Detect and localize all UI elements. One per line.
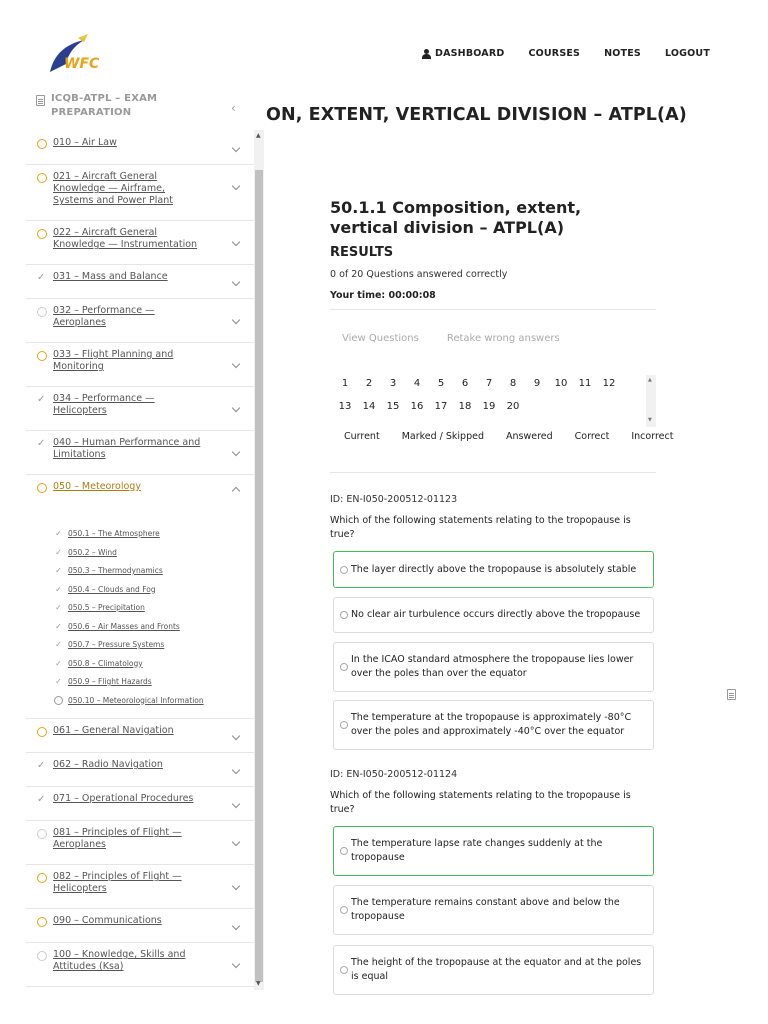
chevron-down-icon[interactable]: [232, 801, 240, 809]
sidebar-lesson-label[interactable]: 040 – Human Performance and Limitations: [53, 437, 201, 461]
sidebar-lesson-label[interactable]: 010 – Air Law: [53, 137, 117, 148]
sidebar-topic-label[interactable]: 050.8 – Climatology: [68, 658, 143, 668]
check-icon: ✓: [37, 272, 46, 283]
score-text: 0 of 20 Questions answered correctly: [330, 269, 508, 280]
chevron-down-icon[interactable]: [232, 183, 240, 191]
time-text: Your time: 00:00:08: [330, 290, 436, 301]
legend-marked-skipped: Marked / Skipped: [401, 431, 484, 442]
in-progress-circle-icon: [37, 173, 47, 183]
sidebar-topic[interactable]: [54, 585, 156, 594]
sidebar-topic-label[interactable]: 050.5 – Precipitation: [68, 603, 145, 612]
sidebar-lesson[interactable]: [26, 719, 254, 753]
radio-icon: [340, 663, 348, 671]
sidebar-lesson-label[interactable]: 050 – Meteorology: [53, 481, 141, 492]
sidebar-lesson[interactable]: [26, 475, 254, 719]
question-number-button[interactable]: 14: [362, 401, 376, 412]
sidebar-topic[interactable]: [54, 529, 160, 538]
sidebar-lesson[interactable]: [26, 787, 254, 821]
chevron-down-icon[interactable]: [232, 317, 240, 325]
question-number-button[interactable]: 6: [461, 378, 469, 389]
sidebar-topic[interactable]: [54, 603, 145, 612]
radio-icon: [340, 566, 348, 574]
scroll-down-icon[interactable]: ▼: [648, 417, 652, 423]
answer-option[interactable]: [333, 826, 654, 876]
legend-incorrect: Incorrect: [631, 431, 674, 442]
check-icon: ✓: [37, 394, 46, 405]
question-number-button[interactable]: 8: [509, 378, 517, 389]
chevron-down-icon[interactable]: [232, 961, 240, 969]
question-text: Which of the following statements relating to the tropopause is true?: [330, 515, 631, 540]
sidebar-lesson[interactable]: [26, 821, 254, 865]
question-number-button[interactable]: 2: [365, 378, 373, 389]
answer-option[interactable]: [333, 945, 654, 995]
sidebar-topic[interactable]: [54, 677, 152, 686]
in-progress-circle-icon: [37, 917, 47, 927]
chevron-down-icon[interactable]: [232, 923, 240, 931]
sidebar-scrollbar[interactable]: [254, 130, 264, 990]
sidebar-lesson[interactable]: [26, 431, 254, 475]
chevron-down-icon[interactable]: [232, 405, 240, 413]
sidebar-lesson-label[interactable]: 022 – Aircraft General Knowledge — Instrumentation: [53, 227, 198, 251]
sidebar-lesson[interactable]: [26, 343, 254, 387]
sidebar-lesson[interactable]: [26, 865, 254, 909]
radio-icon: [340, 721, 348, 729]
question-number-button[interactable]: 17: [434, 401, 448, 412]
sidebar-topic-label[interactable]: 050.1 – The Atmosphere: [68, 529, 160, 538]
chevron-down-icon[interactable]: [232, 839, 240, 847]
radio-icon: [340, 847, 348, 855]
nav-courses[interactable]: COURSES: [528, 48, 581, 59]
answer-text: The layer directly above the tropopause is absolutely stable: [351, 563, 637, 575]
not-started-circle-icon: [37, 951, 47, 961]
answer-text: The temperature remains constant above and below the tropopause: [351, 897, 620, 922]
check-icon: ✓: [55, 603, 62, 612]
answer-text: The temperature at the tropopause is approximately -80°C over the poles and approximately -40°C over the equator: [351, 712, 632, 737]
document-icon: [36, 95, 45, 106]
question-number-button[interactable]: 18: [458, 401, 472, 412]
sidebar-topic[interactable]: [54, 659, 143, 668]
sidebar-lesson[interactable]: [26, 387, 254, 431]
nav-logout[interactable]: LOGOUT: [664, 48, 710, 59]
answer-option[interactable]: [333, 700, 654, 750]
not-started-circle-icon: [37, 307, 47, 317]
sidebar-topic[interactable]: [54, 640, 164, 649]
sidebar-lesson[interactable]: [26, 165, 254, 221]
question-number-button[interactable]: 11: [578, 378, 592, 389]
answer-option[interactable]: [333, 551, 654, 588]
chevron-down-icon[interactable]: [232, 239, 240, 247]
in-progress-circle-icon: [37, 139, 47, 149]
chevron-down-icon[interactable]: [232, 733, 240, 741]
sidebar-lesson-label[interactable]: 021 – Aircraft General Knowledge — Airframe, Systems and Power Plant: [53, 171, 173, 207]
question-number-button[interactable]: 12: [602, 378, 616, 389]
question-number-button[interactable]: 9: [533, 378, 541, 389]
check-icon: ✓: [55, 621, 62, 631]
in-progress-circle-icon: [37, 873, 47, 883]
site-logo[interactable]: [44, 32, 116, 78]
question-number-button[interactable]: 20: [506, 401, 520, 412]
question-number-button[interactable]: 15: [386, 401, 400, 412]
legend-answered: Answered: [506, 431, 553, 442]
check-icon: ✓: [55, 658, 62, 668]
check-icon: ✓: [37, 794, 46, 805]
view-questions-button[interactable]: View Questions: [342, 333, 419, 344]
sidebar-topic-label[interactable]: 050.4 – Clouds and Fog: [68, 584, 156, 594]
results-heading: RESULTS: [330, 245, 394, 260]
sidebar-lesson-label[interactable]: 082 – Principles of Flight — Helicopters: [53, 871, 182, 895]
check-icon: ✓: [55, 547, 62, 557]
user-icon: [422, 49, 431, 59]
check-icon: ✓: [37, 438, 46, 449]
sidebar-topic-label[interactable]: 050.9 – Flight Hazards: [68, 677, 152, 686]
scroll-up-icon[interactable]: ▲: [648, 377, 652, 383]
in-progress-circle-icon: [37, 727, 47, 737]
question-number-button[interactable]: 1: [341, 378, 349, 389]
sidebar-lesson-label[interactable]: 034 – Performance — Helicopters: [53, 393, 155, 417]
question-number-button[interactable]: 7: [485, 378, 493, 389]
question-number-button[interactable]: 13: [338, 401, 352, 412]
result-actions: [342, 333, 560, 344]
collapse-sidebar-icon[interactable]: ‹: [231, 101, 236, 115]
sidebar-lesson-label[interactable]: 071 – Operational Procedures: [53, 793, 194, 804]
check-icon: ✓: [55, 584, 62, 594]
radio-icon: [340, 966, 348, 974]
chevron-down-icon[interactable]: [232, 449, 240, 457]
sidebar-lesson-label[interactable]: 062 – Radio Navigation: [53, 759, 163, 770]
sidebar-lesson-label[interactable]: 031 – Mass and Balance: [53, 271, 168, 282]
question-number-button[interactable]: 3: [389, 378, 397, 389]
chevron-down-icon[interactable]: [232, 145, 240, 153]
sidebar-lesson[interactable]: [26, 221, 254, 265]
chevron-down-icon[interactable]: [232, 883, 240, 891]
nav-dashboard[interactable]: [422, 48, 504, 59]
sidebar-lesson[interactable]: [26, 909, 254, 943]
document-icon: [727, 689, 736, 700]
page-title: ON, EXTENT, VERTICAL DIVISION – ATPL(A): [266, 105, 687, 125]
scroll-up-icon[interactable]: ▲: [256, 132, 261, 139]
check-icon: ✓: [55, 640, 62, 649]
sidebar-lesson-label[interactable]: 100 – Knowledge, Skills and Attitudes (Ksa): [53, 949, 186, 973]
legend-current: Current: [344, 431, 380, 442]
course-title: ICQB-ATPL – EXAM PREPARATION: [51, 93, 158, 118]
answer-text: The temperature lapse rate changes suddenly at the tropopause: [351, 838, 603, 863]
divider: [330, 309, 656, 310]
sidebar-topic[interactable]: [54, 696, 204, 705]
answer-option[interactable]: [333, 642, 654, 692]
radio-icon: [340, 906, 348, 914]
question-legend: [344, 431, 673, 442]
sidebar-topic-label[interactable]: 050.6 – Air Masses and Fronts: [68, 621, 180, 631]
sidebar-topic[interactable]: [54, 548, 117, 557]
sidebar-topic[interactable]: [54, 566, 163, 575]
scroll-down-icon[interactable]: ▼: [256, 980, 261, 987]
in-progress-circle-icon: [37, 483, 47, 493]
logo-text: WFC: [64, 56, 100, 72]
question-navigator-scrollbar[interactable]: [646, 375, 656, 427]
legend-correct: Correct: [574, 431, 610, 442]
answer-text: The height of the tropopause at the equator and at the poles is equal: [351, 957, 642, 982]
nav-dashboard-label: DASHBOARD: [434, 48, 505, 59]
sidebar-lesson-label[interactable]: 033 – Flight Planning and Monitoring: [53, 349, 174, 373]
sidebar-lesson-label[interactable]: 081 – Principles of Flight — Aeroplanes: [53, 827, 182, 851]
sidebar-lesson[interactable]: [26, 265, 254, 299]
answer-option[interactable]: [333, 597, 654, 633]
quiz-title: 50.1.1 Composition, extent, vertical division – ATPL(A): [330, 198, 582, 237]
sidebar-scroll-thumb[interactable]: [255, 170, 263, 982]
sidebar-topic-label[interactable]: 050.10 – Meteorological Information: [68, 695, 204, 705]
in-progress-circle-icon: [37, 351, 47, 361]
question-number-button[interactable]: 19: [482, 401, 496, 412]
sidebar-lesson-label[interactable]: 061 – General Navigation: [53, 725, 174, 736]
check-icon: ✓: [55, 677, 62, 686]
nav-notes[interactable]: NOTES: [604, 48, 641, 59]
top-navigation: [422, 48, 710, 59]
sidebar-lesson-label[interactable]: 032 – Performance — Aeroplanes: [53, 305, 155, 329]
check-icon: ✓: [37, 760, 46, 771]
divider: [330, 472, 656, 473]
check-icon: ✓: [55, 566, 62, 575]
sidebar-topic-label[interactable]: 050.3 – Thermodynamics: [68, 566, 163, 575]
question-id: ID: EN-I050-200512-01124: [330, 769, 458, 780]
answer-text: In the ICAO standard atmosphere the tropopause lies lower over the poles than over the equator: [351, 654, 634, 679]
notes-icon[interactable]: [727, 686, 736, 700]
question-number-button[interactable]: 10: [554, 378, 568, 389]
chevron-down-icon[interactable]: [232, 279, 240, 287]
question-text: Which of the following statements relating to the tropopause is true?: [330, 790, 631, 815]
answer-text: No clear air turbulence occurs directly above the tropopause: [351, 609, 641, 620]
sidebar-topic-label[interactable]: 050.2 – Wind: [68, 547, 117, 557]
sidebar-lesson[interactable]: [26, 131, 254, 165]
chevron-down-icon[interactable]: [232, 767, 240, 775]
chevron-up-icon[interactable]: [232, 485, 240, 493]
retake-wrong-answers-button[interactable]: Retake wrong answers: [446, 333, 560, 344]
chevron-down-icon[interactable]: [232, 361, 240, 369]
not-started-circle-icon: [54, 696, 63, 705]
sidebar-lesson-label[interactable]: 090 – Communications: [53, 915, 162, 926]
sidebar-lesson[interactable]: [26, 299, 254, 343]
question-number-button[interactable]: 5: [437, 378, 445, 389]
sidebar-topic-label[interactable]: 050.7 – Pressure Systems: [68, 640, 165, 649]
sidebar-lesson[interactable]: [26, 753, 254, 787]
sidebar-topic[interactable]: [54, 622, 180, 631]
question-number-button[interactable]: 4: [413, 378, 421, 389]
question-number-button[interactable]: 16: [410, 401, 424, 412]
radio-icon: [340, 611, 348, 619]
check-icon: ✓: [55, 529, 62, 538]
in-progress-circle-icon: [37, 229, 47, 239]
not-started-circle-icon: [37, 829, 47, 839]
question-id: ID: EN-I050-200512-01123: [330, 494, 458, 505]
course-header[interactable]: [36, 92, 171, 120]
sidebar-lesson[interactable]: [26, 943, 254, 987]
course-sidebar: [26, 84, 264, 990]
answer-option[interactable]: [333, 885, 654, 935]
